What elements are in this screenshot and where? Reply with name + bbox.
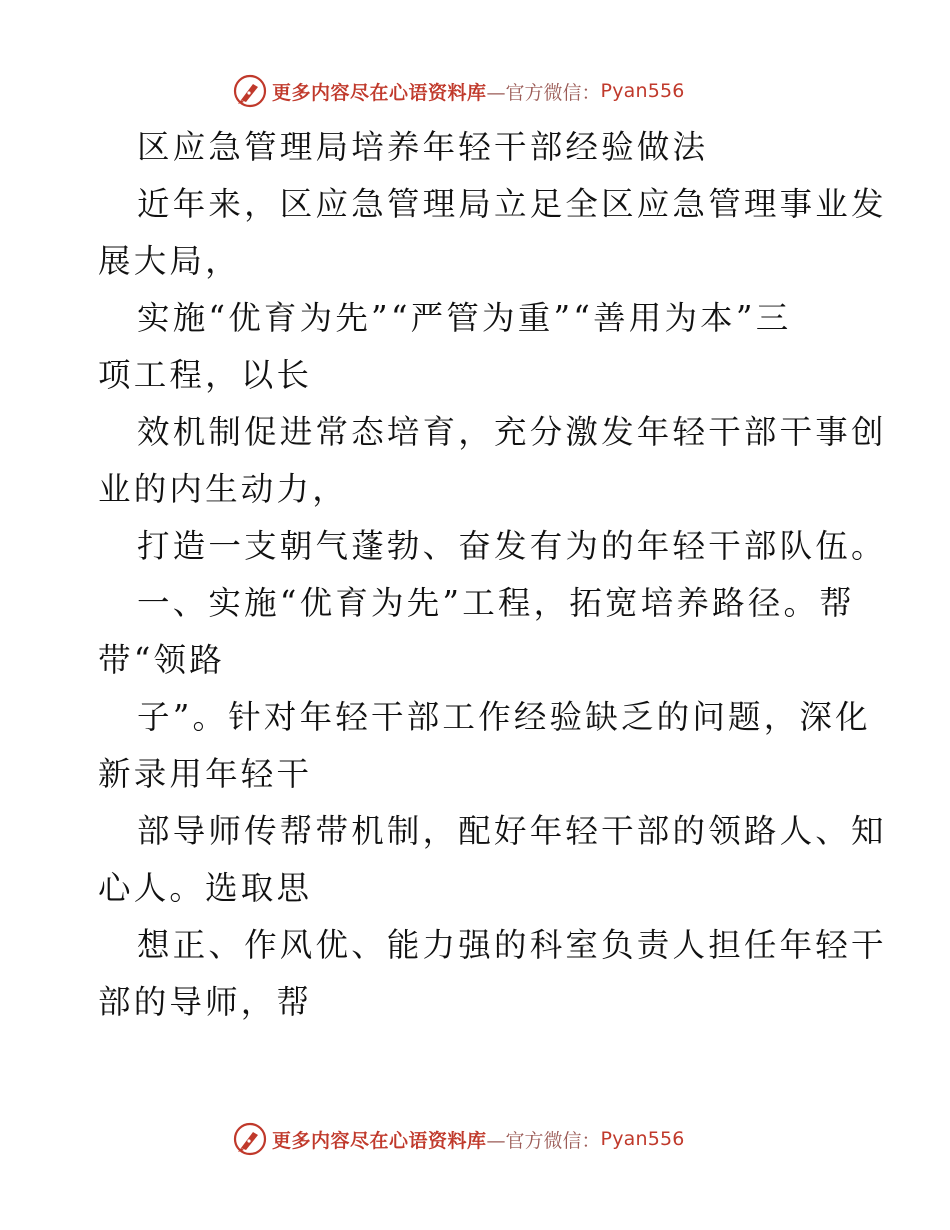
pen-nib-circle-icon xyxy=(232,1121,268,1157)
paragraph-line: 近年来，区应急管理局立足全区应急管理事业发 xyxy=(137,185,887,223)
paragraph-line: 带“领路 xyxy=(98,641,225,679)
pen-nib-circle-icon xyxy=(232,73,268,109)
paragraph-line: 部导师传帮带机制，配好年轻干部的领路人、知 xyxy=(137,812,887,850)
paragraph-line: 想正、作风优、能力强的科室负责人担任年轻干 xyxy=(137,926,887,964)
document-body xyxy=(98,119,887,1031)
watermark-handle: Pyan556 xyxy=(600,80,685,102)
watermark-handle: Pyan556 xyxy=(600,1128,685,1150)
watermark-brand: 更多内容尽在心语资料库 xyxy=(272,81,487,104)
paragraph-line: 子”。针对年轻干部工作经验缺乏的问题，深化 xyxy=(137,698,871,736)
paragraph-line: 效机制促进常态培育，充分激发年轻干部干事创 xyxy=(137,413,887,451)
paragraph-line: 展大局， xyxy=(98,242,241,280)
paragraph-line: 业的内生动力， xyxy=(98,470,348,508)
document-title: 区应急管理局培养年轻干部经验做法 xyxy=(137,128,709,166)
paragraph-line: 实施“优育为先”“严管为重”“善用为本”三 xyxy=(137,299,792,337)
paragraph-line: 部的导师，帮 xyxy=(98,983,313,1021)
paragraph-line: 打造一支朝气蓬勃、奋发有为的年轻干部队伍。 xyxy=(137,527,887,565)
section-heading-line: 一、实施“优育为先”工程，拓宽培养路径。帮 xyxy=(137,584,855,622)
paragraph-line: 新录用年轻干 xyxy=(98,755,313,793)
paragraph-line: 心人。选取思 xyxy=(98,869,313,907)
watermark-separator: —官方微信： xyxy=(486,1129,601,1152)
paragraph-line: 项工程，以长 xyxy=(98,356,313,394)
header-watermark xyxy=(232,71,752,111)
watermark-brand: 更多内容尽在心语资料库 xyxy=(272,1129,487,1152)
footer-watermark xyxy=(232,1119,752,1159)
watermark-separator: —官方微信： xyxy=(486,81,601,104)
